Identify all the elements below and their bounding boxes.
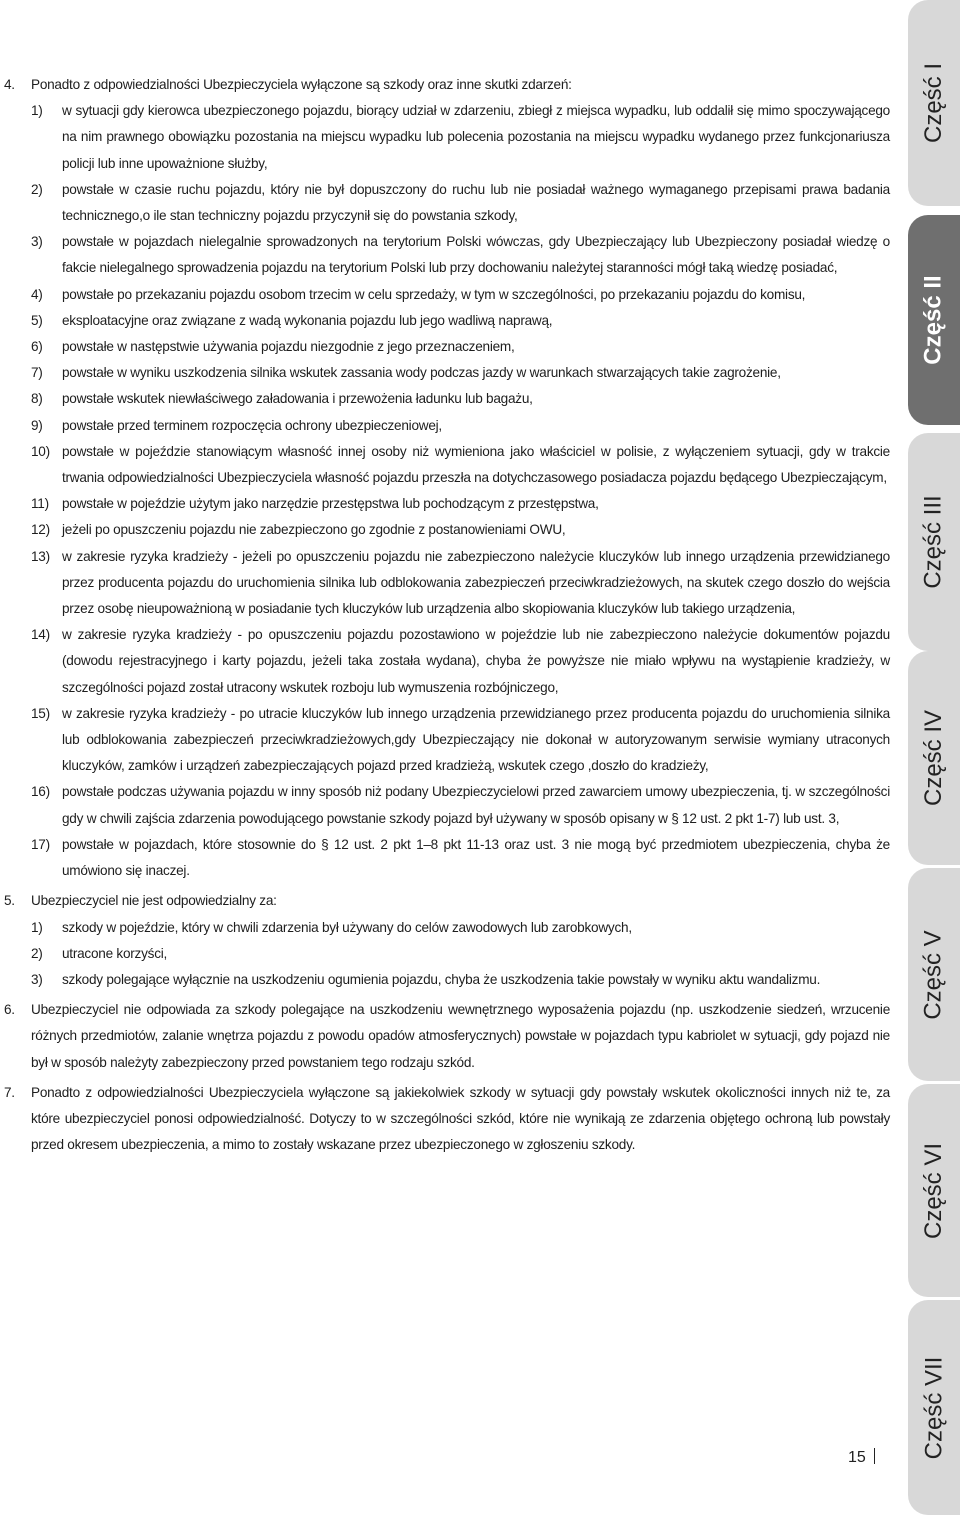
list-item xyxy=(31,701,890,780)
section-paragraph: Ubezpieczyciel nie odpowiada za szkody polegające na uszkodzeniu wewnętrznego wyposażenia pojazdu (np. uszkodzenie siedzeń, wrzucenie różnych przedmiotów, zalanie wnętrza pojazdu z powodu opadów atmosferycznych) powstałe w pojazdach typu kabriolet w sytuacji, gdy pojazd nie był w sposób należyty zabezpieczony przed powstaniem tego rodzaju szkód. xyxy=(31,1002,890,1070)
section-number: 4. xyxy=(4,77,15,92)
item-number: 3) xyxy=(31,971,43,987)
item-text: powstałe w pojazdach, które stosownie do § 12 ust. 2 pkt 1–8 pkt 11-13 oraz ust. 3 nie mogą być przedmiotem ubezpieczenia, chyba że umówiono się inaczej. xyxy=(62,836,890,879)
item-number: 2) xyxy=(31,181,43,197)
item-number: 7) xyxy=(31,365,43,381)
item-number: 9) xyxy=(31,417,43,433)
list-item xyxy=(31,491,890,517)
item-number: 1) xyxy=(31,103,43,119)
tab-part-6[interactable] xyxy=(908,1084,960,1297)
item-text: powstałe przed terminem rozpoczęcia ochrony ubezpieczeniowej, xyxy=(62,417,442,433)
tab-part-2[interactable] xyxy=(908,215,960,425)
list-item xyxy=(31,915,890,941)
section-5-list xyxy=(31,915,890,994)
tab-part-4[interactable] xyxy=(908,651,960,865)
item-text: powstałe w pojeździe stanowiącym własność innej osoby niż wymieniona jako właściciel w polisie, z wyłączeniem sytuacji, gdy w trakcie trwania odpowiedzialności Ubezpieczyciela własność pojazdu przeszła na dotychczasowego posiadacza pojazdu będącego Ubezpieczającym, xyxy=(62,443,890,486)
item-text: utracone korzyści, xyxy=(62,945,168,961)
item-number: 15) xyxy=(31,705,50,721)
section-4 xyxy=(0,72,890,884)
item-text: jeżeli po opuszczeniu pojazdu nie zabezpieczono go zgodnie z postanowieniami OWU, xyxy=(62,522,566,538)
tab-part-7[interactable] xyxy=(908,1300,960,1515)
item-text: powstałe podczas używania pojazdu w inny sposób niż podany Ubezpieczycielowi przed zawarciem umowy ubezpieczenia, tj. w szczególności gdy w chwili zajścia zdarzenia powodującego powstanie szkody pojazd był używany w sposób opisany w § 12 ust. 2 pkt 1-7) lub ust. 3, xyxy=(62,784,890,826)
page-number-divider xyxy=(874,1448,875,1464)
item-text: w zakresie ryzyka kradzieży - po utracie kluczyków lub innego urządzenia przewidzianego przez producenta pojazdu do uruchomienia silnika lub odblokowania zabezpieczeń przeciwkradzieżowych,gdy Ubezpieczający nie dokonał w autoryzowanym serwisie wymiany utraconych kluczyków, zamków i urządzeń zabezpieczających pojazd przed kradzieżą, wskutek czego ,doszło do kradzieży, xyxy=(62,705,890,774)
list-item xyxy=(31,308,890,334)
list-item xyxy=(31,439,890,491)
list-item xyxy=(31,413,890,439)
page-number-value: 15 xyxy=(848,1449,866,1466)
item-number: 12) xyxy=(31,522,50,538)
item-text: powstałe w czasie ruchu pojazdu, który nie był dopuszczony do ruchu lub nie posiadał ważnego wymaganego przepisami prawa badania technicznego,o ile stan techniczny pojazdu przyczynił się do powstania szkody, xyxy=(62,181,890,224)
item-text: eksploatacyjne oraz związane z wadą wykonania pojazdu lub jego wadliwą naprawą, xyxy=(62,312,553,328)
list-item xyxy=(31,517,890,543)
item-number: 3) xyxy=(31,234,43,250)
tab-label: Część IV xyxy=(920,709,947,807)
item-number: 2) xyxy=(31,945,43,961)
item-number: 6) xyxy=(31,339,43,355)
item-text: szkody w pojeździe, który w chwili zdarzenia był używany do celów zawodowych lub zarobkowych, xyxy=(62,919,632,935)
tab-label: Część II xyxy=(920,275,948,365)
section-number: 7. xyxy=(4,1084,15,1100)
item-text: w zakresie ryzyka kradzieży - jeżeli po opuszczeniu pojazdu nie zabezpieczono należycie kluczyków lub innego urządzenia przewidzianego przez producenta pojazdu do uruchomienia silnika lub odblokowania zabezpieczeń przeciwkradzieżowych, na skutek czego doszło do wejścia przez osobę nieupoważnioną w posiadanie tych kluczyków lub urządzenia albo skopiowania kluczyków lub takiego urządzenia, xyxy=(62,548,890,617)
document-body xyxy=(0,72,890,1158)
list-item xyxy=(31,334,890,360)
item-number: 14) xyxy=(31,627,50,643)
section-6 xyxy=(0,997,890,1076)
item-number: 16) xyxy=(31,784,50,800)
list-item xyxy=(31,386,890,412)
section-number: 6. xyxy=(4,1002,15,1018)
item-number: 17) xyxy=(31,836,50,852)
list-item xyxy=(31,941,890,967)
item-text: powstałe po przekazaniu pojazdu osobom trzecim w celu sprzedaży, w tym w szczególności, po przekazaniu pojazdu do komisu, xyxy=(62,286,806,302)
tab-part-5[interactable] xyxy=(908,868,960,1081)
item-number: 10) xyxy=(31,443,50,459)
list-item xyxy=(31,98,890,177)
tab-label: Część I xyxy=(920,62,948,144)
list-item xyxy=(31,282,890,308)
item-text: w zakresie ryzyka kradzieży - po opuszczeniu pojazdu pozostawiono w pojeździe lub nie zabezpieczono należycie dokumentów pojazdu (dowodu rejestracyjnego i karty pojazdu, jeżeli taka została wydana), chyba że powyższe nie miało wpływu na wystąpienie kradzieży, w szczególności pojazd został utracony wskutek rozboju lub wymuszenia rozbójniczego, xyxy=(62,627,890,695)
tab-part-1[interactable] xyxy=(908,0,960,206)
item-number: 13) xyxy=(31,548,50,564)
tab-label: Część III xyxy=(920,495,948,589)
section-4-list xyxy=(31,98,890,884)
list-item xyxy=(31,177,890,229)
section-7 xyxy=(0,1080,890,1159)
section-number: 5. xyxy=(4,893,15,909)
item-number: 5) xyxy=(31,312,43,328)
list-item xyxy=(31,832,890,884)
item-text: powstałe w wyniku uszkodzenia silnika wskutek zassania wody podczas jazdy w warunkach stwarzających takie zagrożenie, xyxy=(62,365,781,381)
item-text: powstałe w pojeździe użytym jako narzędzie przestępstwa lub pochodzącym z przestępstwa, xyxy=(62,496,599,512)
item-text: szkody polegające wyłącznie na uszkodzeniu ogumienia pojazdu, chyba że uszkodzenia takie powstały w wyniku aktu wandalizmu. xyxy=(62,971,821,987)
item-text: w sytuacji gdy kierowca ubezpieczonego pojazdu, biorący udział w zdarzeniu, zbiegł z miejsca wypadku, lub oddalił się mimo spoczywającego na nim prawnego obowiązku pozostania na miejscu wypadku lub polecenia pozostania na miejscu wypadku wydanego przez funkcjonariusza policji lub inne upoważnione służby, xyxy=(62,103,890,171)
tab-label: Część V xyxy=(920,929,948,1020)
item-number: 4) xyxy=(31,286,43,302)
section-5 xyxy=(0,888,890,993)
list-item xyxy=(31,360,890,386)
list-item xyxy=(31,779,890,831)
item-text: powstałe w pojazdach nielegalnie sprowadzonych na terytorium Polski wówczas, gdy Ubezpieczający lub Ubezpieczony posiadał wiedzę o fakcie nielegalnego sprowadzenia pojazdu na terytorium Polski lub przy dochowaniu należytej staranności mógł taką wiedzę posiadać, xyxy=(62,234,890,276)
item-text: powstałe wskutek niewłaściwego załadowania i przewożenia ładunku lub bagażu, xyxy=(62,391,533,407)
item-number: 11) xyxy=(31,496,49,512)
list-item xyxy=(31,229,890,281)
tab-part-3[interactable] xyxy=(908,433,960,651)
item-number: 1) xyxy=(31,919,43,935)
item-text: powstałe w następstwie używania pojazdu niezgodnie z jego przeznaczeniem, xyxy=(62,339,515,355)
list-item xyxy=(31,544,890,623)
item-number: 8) xyxy=(31,391,43,407)
list-item xyxy=(31,967,890,993)
page-number xyxy=(848,1448,875,1467)
part-tabs xyxy=(908,0,960,1515)
tab-label: Część VI xyxy=(920,1142,947,1239)
tab-label: Część VII xyxy=(920,1356,948,1459)
section-heading: Ponadto z odpowiedzialności Ubezpieczyciela wyłączone są szkody oraz inne skutki zdarzeń: xyxy=(31,77,572,92)
section-heading: Ubezpieczyciel nie jest odpowiedzialny za: xyxy=(31,893,277,909)
list-item xyxy=(31,622,890,701)
section-paragraph: Ponadto z odpowiedzialności Ubezpieczyciela wyłączone są jakiekolwiek szkody w sytuacji gdy powstały wskutek okoliczności innych niż te, za które ubezpieczyciel ponosi odpowiedzialność. Dotyczy to w szczególności szkód, które nie wynikają ze zdarzenia objętego ochroną lub powstały przed okresem ubezpieczenia, a mimo to zostały wskazane przez ubezpieczonego w zgłoszeniu szkody. xyxy=(31,1084,890,1153)
